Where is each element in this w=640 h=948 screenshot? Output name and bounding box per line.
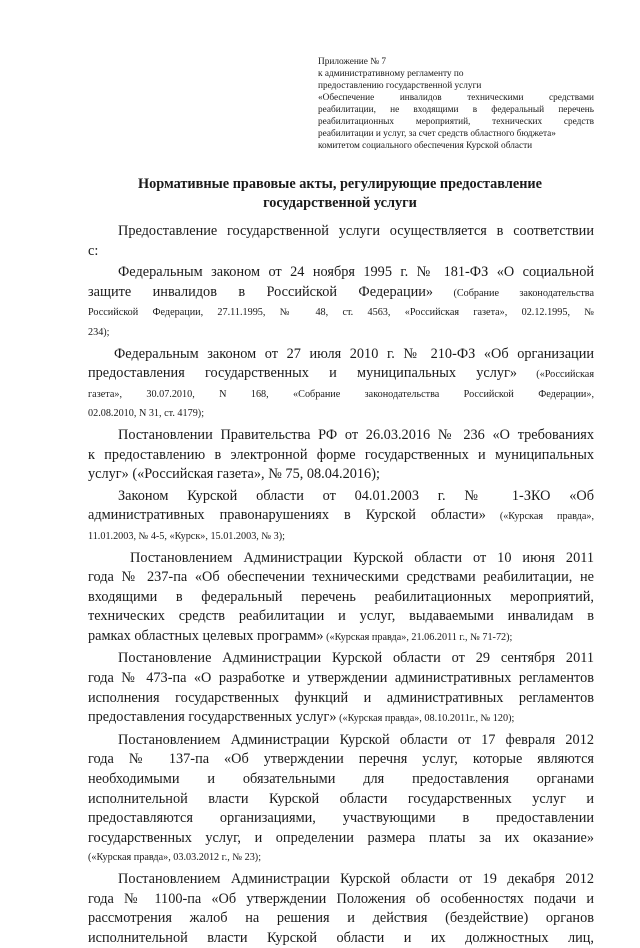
legal-act-item — [88, 731, 594, 868]
source-note: газета», 30.07.2010, N 168, «Собрание законодательства Российской Федерации», — [88, 388, 594, 400]
text-line: Федеральным законом от 27 июля 2010 г. № 210-ФЗ «Об организации — [114, 345, 594, 362]
text-line: государственных услуг, и определении размера платы за их оказание» — [88, 829, 594, 846]
source-note: («Курская правда», 21.06.2011 г., № 71-72); — [323, 631, 513, 643]
text-line: года № 137-па «Об утверждении перечня услуг, которые являются — [88, 751, 594, 768]
text-line: защите инвалидов в Российской Федерации» — [88, 283, 434, 300]
text-line: технических средств реабилитации и услуг, выдаваемыми инвалидам в — [88, 608, 594, 625]
appendix-line: Приложение № 7 — [318, 57, 387, 67]
legal-act-item — [88, 487, 594, 547]
text-line: с: — [88, 242, 99, 259]
appendix-line: предоставлению государственной услуги — [318, 81, 482, 91]
text-line: Предоставление государственной услуги осуществляется в соответствии — [118, 223, 594, 239]
document-title — [90, 175, 590, 213]
appendix-line: комитетом социального обеспечения Курской области — [318, 141, 533, 151]
text-line: года № 473-па «О разработке и утверждении административных регламентов — [88, 670, 594, 687]
text-line: Федеральным законом от 24 ноября 1995 г. № 181-ФЗ «О социальной — [118, 264, 594, 281]
text-line: Постановлением Администрации Курской области от 19 декабря 2012 — [118, 871, 594, 887]
source-note: (Собрание законодательства — [433, 287, 594, 299]
legal-act-item — [88, 870, 594, 948]
legal-act-item — [88, 549, 594, 648]
appendix-line: реабилитации, не входящими в федеральный перечень — [318, 105, 594, 115]
source-note: 02.08.2010, N 31, ст. 4179); — [88, 408, 205, 420]
text-line: Постановлением Администрации Курской области от 17 февраля 2012 — [118, 731, 594, 748]
legal-act-item — [88, 345, 594, 424]
text-line: исполнительной власти Курской области государственных услуг и — [88, 790, 594, 807]
text-line: Постановлением Администрации Курской области от 10 июня 2011 — [130, 549, 594, 566]
text-line: года № 1100-па «Об утверждении Положения об особенностях подачи и — [88, 890, 594, 907]
text-line: рассмотрения жалоб на решения и действия (бездействие) органов — [88, 910, 594, 927]
text-line: предоставляются организациями, участвующими в предоставлении — [88, 810, 594, 827]
source-note: 11.01.2003, № 4-5, «Курск», 15.01.2003, № 3); — [88, 530, 285, 542]
document-body — [88, 222, 594, 948]
source-note: Российской Федерации, 27.11.1995, № 48, ст. 4563, «Российская газета», 02.12.1995, № — [88, 307, 594, 319]
source-note: («Российская — [517, 369, 594, 381]
text-line: рамках областных целевых программ» — [88, 627, 324, 644]
source-note: 234); — [88, 326, 110, 338]
text-line: исполнительной власти Курской области и их должностных лиц, — [88, 929, 594, 946]
title-line: Нормативные правовые акты, регулирующие предоставление — [137, 176, 543, 192]
text-line: предоставления государственных и муниципальных услуг» — [88, 365, 518, 382]
text-line: года № 237-па «Об обеспечении техническими средствами реабилитации, не — [88, 569, 594, 586]
legal-act-item — [88, 649, 594, 728]
legal-act-item — [88, 426, 594, 485]
source-note: («Курская правда», — [485, 511, 594, 523]
title-line: государственной услуги — [263, 195, 417, 211]
text-line: Законом Курской области от 04.01.2003 г. № 1-ЗКО «Об — [118, 487, 594, 504]
appendix-line: «Обеспечение инвалидов техническими средствами — [318, 93, 594, 103]
appendix-line: реабилитационных мероприятий, технических средств — [318, 117, 594, 127]
source-note: («Курская правда», 03.03.2012 г., № 23); — [88, 852, 262, 864]
legal-act-item — [88, 263, 594, 342]
text-line: предоставления государственных услуг» — [88, 709, 337, 726]
appendix-header — [318, 56, 594, 152]
text-line: к предоставлению в электронной форме государственных и муниципальных — [88, 446, 594, 463]
text-line: исполнения государственных функций и административных регламентов — [88, 689, 594, 706]
text-line: входящими в федеральный перечень реабилитационных мероприятий, — [88, 588, 594, 605]
intro-paragraph — [88, 222, 594, 261]
appendix-line: реабилитации и услуг, за счет средств областного бюджета» — [318, 129, 556, 139]
text-line: услуг» («Российская газета», № 75, 08.04.2016); — [88, 466, 380, 483]
text-line: Постановление Администрации Курской области от 29 сентября 2011 — [118, 650, 594, 667]
appendix-line: к административному регламенту по — [318, 69, 464, 79]
text-line: административных правонарушениях в Курской области» — [88, 507, 486, 524]
source-note: («Курская правда», 08.10.2011г., № 120); — [336, 713, 515, 725]
text-line: необходимыми и обязательными для предоставления органами — [88, 771, 594, 788]
text-line: Постановлении Правительства РФ от 26.03.2016 № 236 «О требованиях — [118, 426, 594, 443]
